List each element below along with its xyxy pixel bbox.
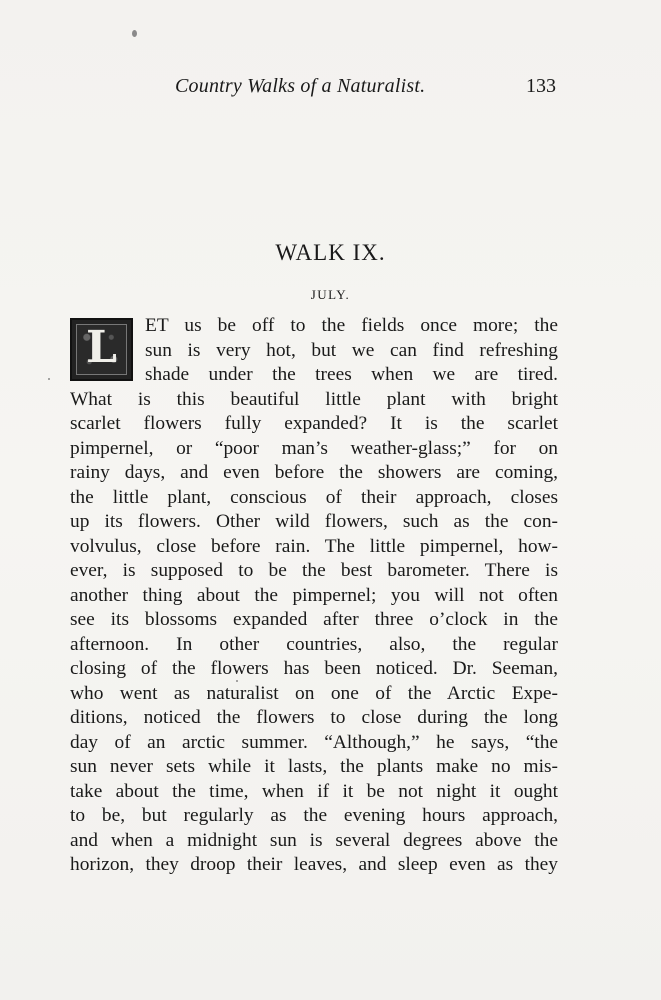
text-line: see its blossoms expanded after three o’clock in the bbox=[70, 609, 558, 630]
chapter-title: WALK IX. bbox=[275, 240, 386, 265]
text-line: volvulus, close before rain. The little pimpernel, how- bbox=[70, 535, 558, 557]
text-line: sun never sets while it lasts, the plants make no mis- bbox=[70, 756, 558, 777]
text-line: afternoon. In other countries, also, the regular bbox=[70, 633, 558, 655]
text-line: up its flowers. Other wild flowers, such as the con- bbox=[70, 511, 558, 532]
drop-cap-letter: L bbox=[86, 322, 117, 373]
running-title: Country Walks of a Naturalist. bbox=[175, 75, 426, 97]
running-head bbox=[70, 75, 560, 105]
chapter-subtitle: JULY. bbox=[310, 287, 351, 302]
text-line: closing of the flowers has been noticed. Dr. Seeman, bbox=[70, 658, 558, 679]
text-line: and when a midnight sun is several degrees above the bbox=[70, 829, 558, 851]
text-line: who went as naturalist on one of the Arctic Expe- bbox=[70, 682, 558, 704]
page-number: 133 bbox=[526, 75, 556, 97]
text-line: shade under the trees when we are tired. bbox=[145, 364, 558, 385]
text-line: horizon, they droop their leaves, and sleep even as they bbox=[70, 854, 558, 875]
paper-speck bbox=[132, 30, 137, 37]
text-line: What is this beautiful little plant with bright bbox=[70, 388, 558, 410]
paper-speck bbox=[48, 378, 50, 380]
text-line: another thing about the pimpernel; you will not often bbox=[70, 584, 558, 606]
text-line: take about the time, when if it be not night it ought bbox=[70, 780, 558, 802]
text-line: rainy days, and even before the showers are coming, bbox=[70, 462, 558, 483]
text-line: ever, is supposed to be the best barometer. There is bbox=[70, 560, 558, 581]
text-line: ET us be off to the fields once more; the bbox=[145, 315, 558, 336]
text-line: scarlet flowers fully expanded? It is the scarlet bbox=[70, 413, 558, 434]
body-text bbox=[70, 314, 558, 878]
text-line: ditions, noticed the flowers to close during the long bbox=[70, 707, 558, 728]
text-line: to be, but regularly as the evening hours approach, bbox=[70, 805, 558, 826]
text-line: sun is very hot, but we can find refreshing bbox=[145, 339, 558, 361]
text-line: day of an arctic summer. “Although,” he says, “the bbox=[70, 731, 558, 753]
text-line: pimpernel, or “poor man’s weather-glass;” for on bbox=[70, 437, 558, 459]
text-line: the little plant, conscious of their approach, closes bbox=[70, 486, 558, 508]
